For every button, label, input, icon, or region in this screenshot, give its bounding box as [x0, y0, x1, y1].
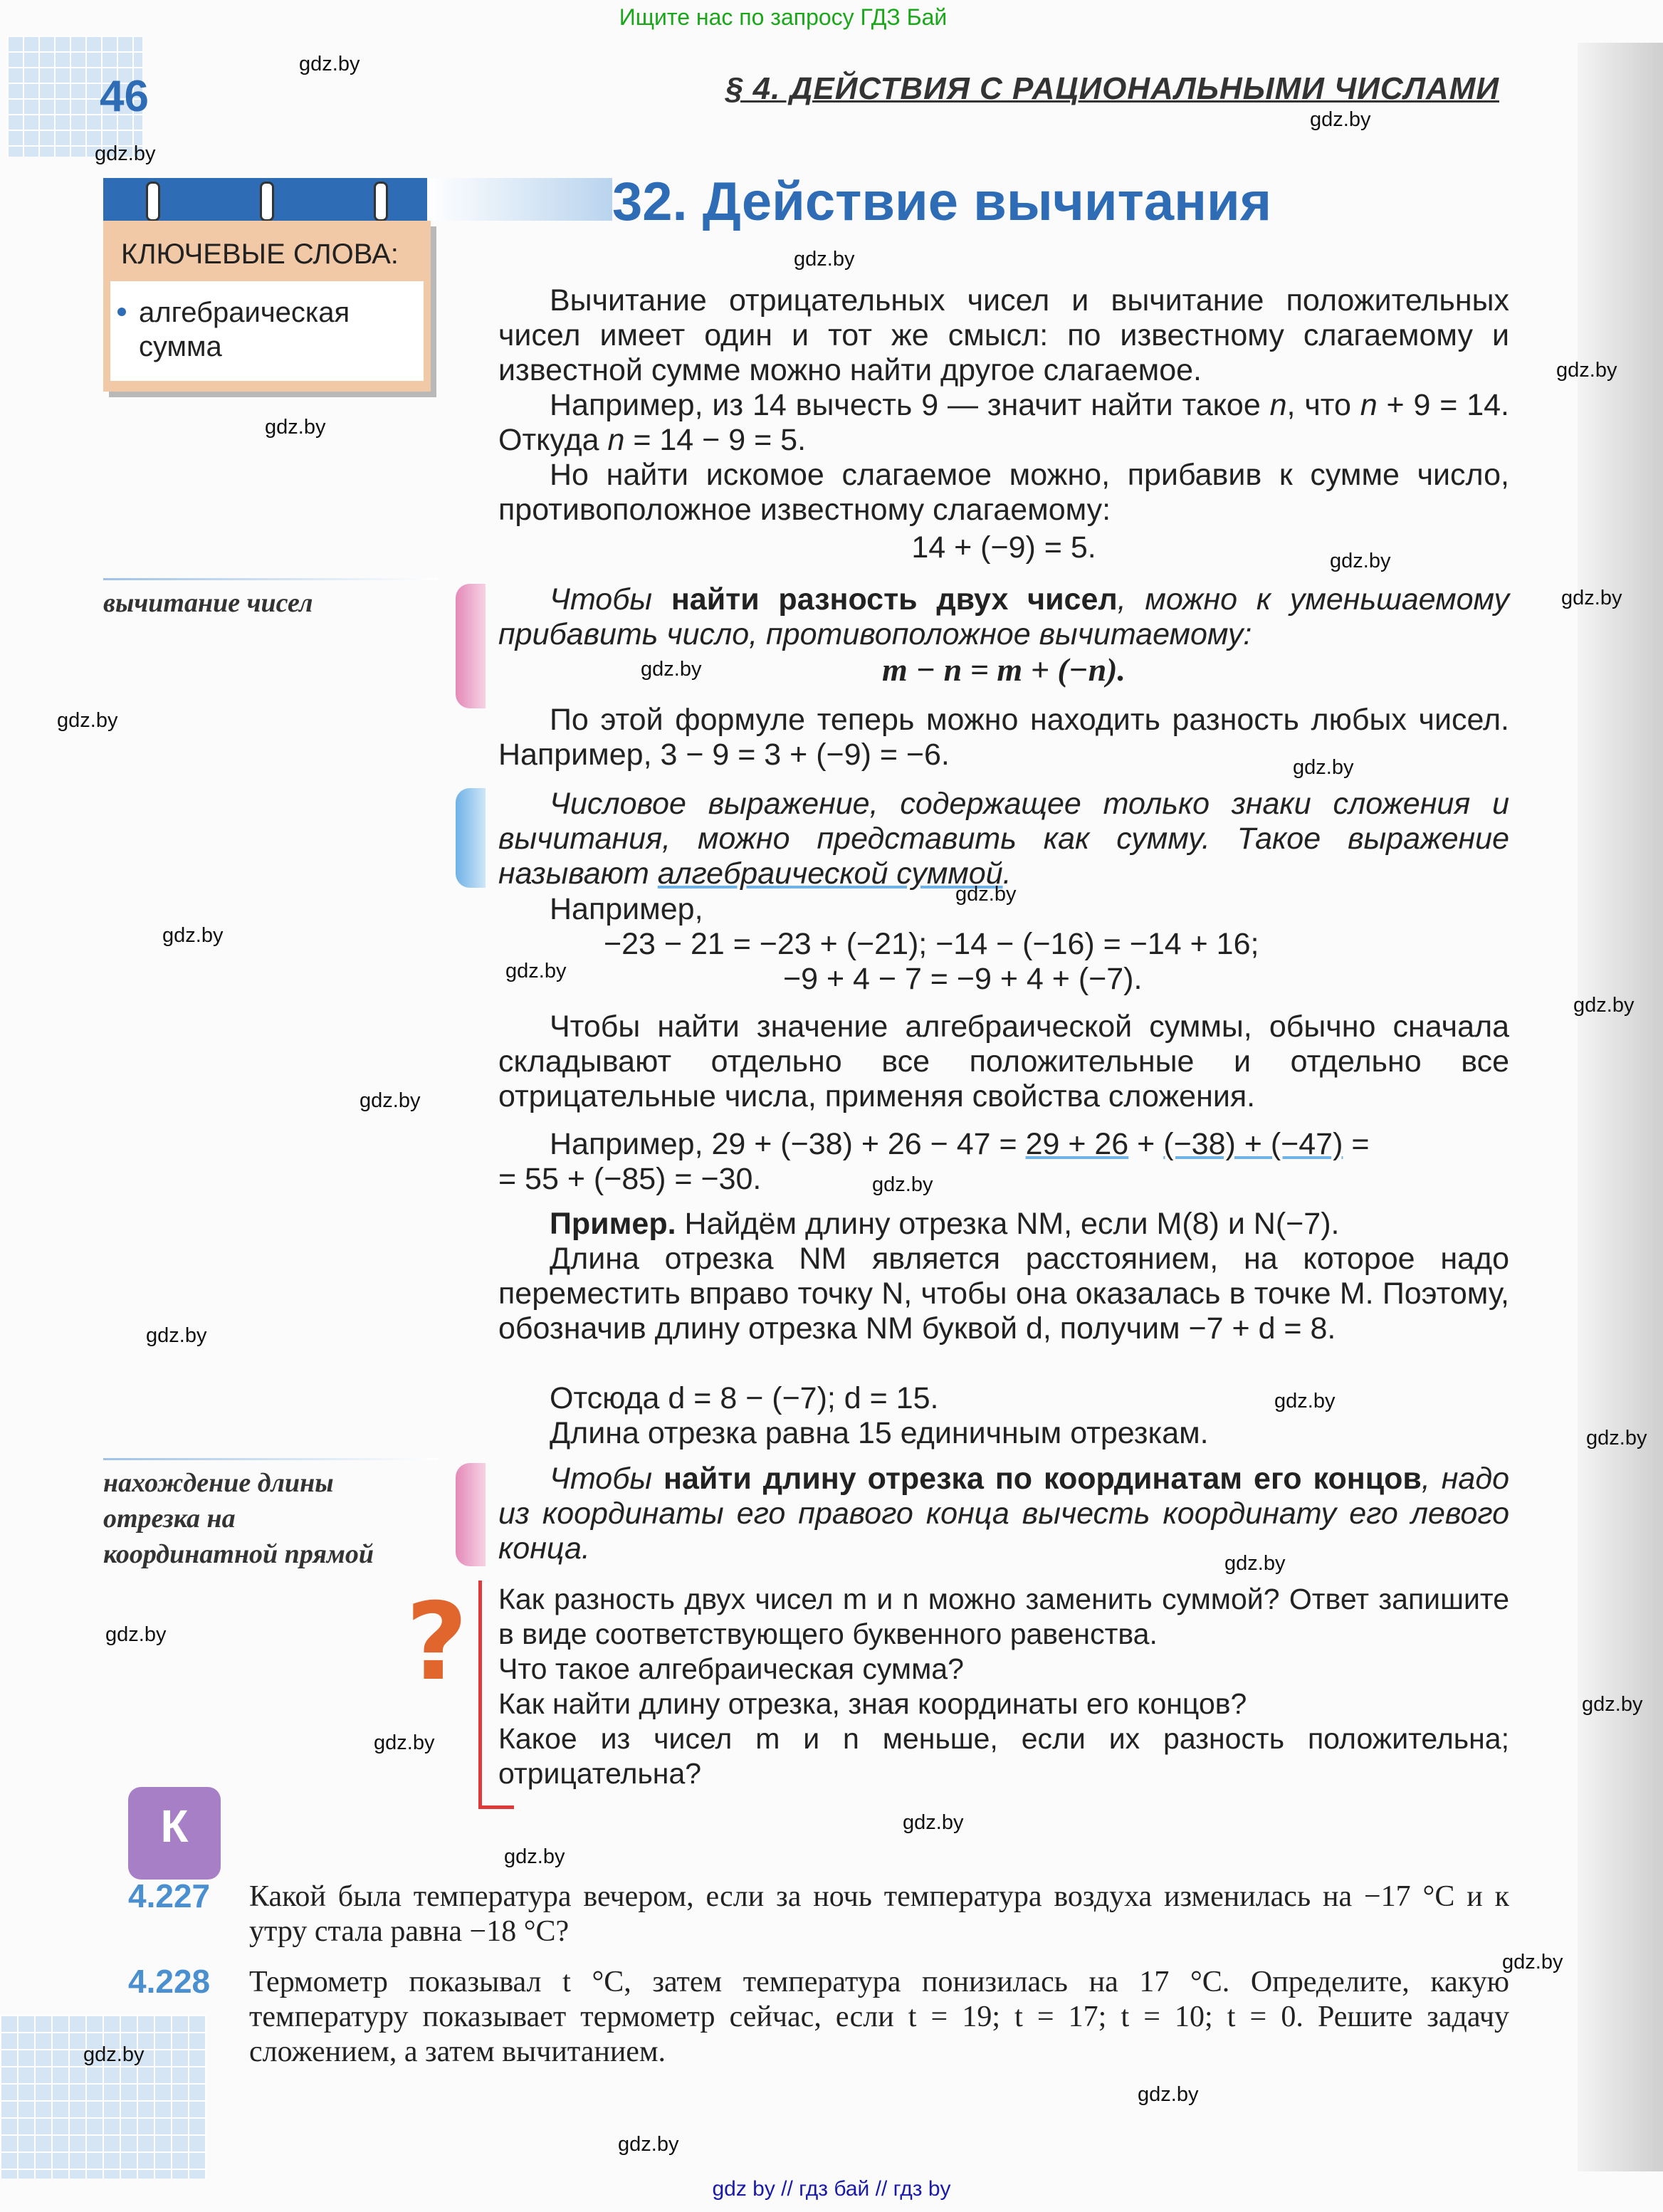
- section-header: § 4. ДЕЙСТВИЯ С РАЦИОНАЛЬНЫМИ ЧИСЛАМИ: [725, 71, 1499, 106]
- rule-subtraction: Чтобы найти разность двух чисел, можно к уменьшаемому прибавить число, противоположное вычитаемому:: [498, 582, 1510, 651]
- question-item: Что такое алгебраическая сумма?: [498, 1652, 964, 1685]
- watermark: gdz.by: [618, 2133, 679, 2156]
- watermark: gdz.by: [1582, 1693, 1643, 1716]
- rule-bracket: [456, 584, 486, 708]
- watermark: gdz.by: [504, 1845, 565, 1868]
- margin-divider: [103, 1458, 438, 1460]
- binder-ring-icon: [374, 182, 388, 221]
- watermark: gdz.by: [1310, 108, 1371, 131]
- equation: −23 − 21 = −23 + (−21); −14 − (−16) = −14 + 16;: [604, 927, 1259, 961]
- question-item: Какое из чисел m и n меньше, если их разность положительна; отрицательна?: [498, 1722, 1509, 1790]
- title-band-decoration: [427, 178, 612, 221]
- question-item: Как найти длину отрезка, зная координаты его концов?: [498, 1687, 1247, 1720]
- paragraph: Например,: [550, 892, 703, 926]
- watermark: gdz.by: [1330, 550, 1391, 572]
- questions-rule: [478, 1805, 514, 1809]
- watermark: gdz.by: [505, 960, 567, 982]
- watermark: gdz.by: [360, 1089, 421, 1112]
- questions-rule: [478, 1581, 482, 1808]
- watermark: gdz.by: [1573, 994, 1635, 1017]
- margin-term-segment-length: нахождение длины отрезка на координатной прямой: [103, 1468, 374, 1569]
- example-paragraph: Отсюда d = 8 − (−7); d = 15.: [550, 1381, 939, 1415]
- margin-term-subtraction: вычитание чисел: [103, 588, 313, 618]
- rule-bracket: [456, 1463, 486, 1566]
- watermark: gdz.by: [105, 1623, 167, 1646]
- question-mark-icon: ?: [406, 1581, 468, 1704]
- equation: 14 + (−9) = 5.: [911, 530, 1096, 565]
- watermark: gdz.by: [95, 142, 156, 165]
- paragraph: Вычитание отрицательных чисел и вычитание положительных чисел имеет один и тот же смысл: по известному слагаемому и известной сумме можно найти другое слагаемое.: [498, 283, 1509, 387]
- bullet-icon: [117, 308, 126, 316]
- puzzle-k-icon: К: [128, 1787, 221, 1880]
- watermark: gdz.by: [1502, 1951, 1563, 1973]
- paragraph: Например, 29 + (−38) + 26 − 47 = 29 + 26 + (−38) + (−47) =: [550, 1127, 1370, 1161]
- equation: = 55 + (−85) = −30.: [498, 1162, 762, 1196]
- watermark: gdz.by: [83, 2043, 145, 2066]
- keywords-label: КЛЮЧЕВЫЕ СЛОВА:: [121, 239, 399, 270]
- rule-formula: m − n = m + (−n).: [881, 651, 1126, 688]
- watermark: gdz.by: [1561, 587, 1622, 609]
- binder-ring-icon: [260, 182, 274, 221]
- exercise-text: Термометр показывал t °С, затем температура понизилась на 17 °С. Определите, какую температуру показывает термометр сейчас, если t = 19; t = 17; t = 10; t = 0. Решите задачу сложением, а затем вычитанием.: [249, 1966, 1509, 2068]
- watermark: gdz.by: [872, 1173, 933, 1196]
- watermark: gdz.by: [146, 1324, 207, 1347]
- paragraph: Например, из 14 вычесть 9 — значит найти такое n, что n + 9 = 14. Откуда n = 14 − 9 = 5.: [498, 388, 1510, 457]
- rule-segment-length: Чтобы найти длину отрезка по координатам его концов, надо из координаты его правого конца вычесть координату его левого конца.: [498, 1462, 1509, 1566]
- watermark: gdz.by: [162, 924, 224, 947]
- exercise-number: 4.228: [128, 1963, 211, 2000]
- watermark: gdz.by: [374, 1731, 435, 1754]
- watermark: gdz.by: [1556, 359, 1617, 382]
- paragraph: Но найти искомое слагаемое можно, прибавив к сумме число, противоположное известному слагаемому:: [498, 458, 1509, 527]
- watermark: gdz.by: [1224, 1552, 1286, 1575]
- margin-divider: [103, 578, 438, 580]
- watermark: gdz.by: [641, 658, 702, 681]
- watermark: gdz.by: [794, 248, 855, 271]
- watermark: gdz.by: [265, 416, 326, 439]
- watermark: gdz.by: [1586, 1427, 1647, 1450]
- question-item: Как разность двух чисел m и n можно заменить суммой? Ответ запишите в виде соответствующего буквенного равенства.: [498, 1583, 1509, 1650]
- watermark: gdz.by: [1138, 2083, 1199, 2106]
- watermark: gdz.by: [299, 53, 360, 75]
- page-number: 46: [100, 72, 149, 121]
- watermark: gdz.by: [1293, 756, 1354, 779]
- binder-ring-icon: [146, 182, 160, 221]
- definition-algebraic-sum: Числовое выражение, содержащее только знаки сложения и вычитания, можно представить как сумму. Такое выражение называют алгебраической суммой.: [498, 787, 1509, 891]
- watermark: gdz.by: [57, 709, 118, 732]
- keyword-item: алгебраическая сумма: [139, 297, 350, 362]
- example: Пример. Найдём длину отрезка NM, если M(8) и N(−7).: [550, 1207, 1340, 1241]
- equation: −9 + 4 − 7 = −9 + 4 + (−7).: [783, 962, 1143, 996]
- definition-bracket: [456, 788, 486, 888]
- paragraph: Чтобы найти значение алгебраической суммы, обычно сначала складывают отдельно все положительные и отдельно все отрицательные числа, применяя свойства сложения.: [498, 1010, 1509, 1113]
- page-title: 32. Действие вычитания: [612, 172, 1272, 232]
- corner-grid-decoration: [0, 2015, 206, 2179]
- watermark: gdz.by: [903, 1811, 964, 1834]
- paragraph: По этой формуле теперь можно находить разность любых чисел. Например, 3 − 9 = 3 + (−9) = −6.: [498, 703, 1509, 772]
- bottom-links[interactable]: gdz by // гдз бай // гдз by: [712, 2177, 951, 2201]
- top-search-link[interactable]: Ищите нас по запросу ГДЗ Бай: [619, 4, 948, 30]
- example-paragraph: Длина отрезка NM является расстоянием, на которое надо переместить вправо точку N, чтобы она оказалась в точке M. Поэтому, обозначив длину отрезка NM буквой d, получим −7 + d = 8.: [498, 1242, 1509, 1346]
- exercise-text: Какой была температура вечером, если за ночь температура воздуха изменилась на −17 °С и к утру стала равна −18 °С?: [249, 1880, 1509, 1948]
- exercise-number: 4.227: [128, 1877, 211, 1914]
- example-paragraph: Длина отрезка равна 15 единичным отрезкам.: [550, 1416, 1209, 1450]
- watermark: gdz.by: [955, 883, 1017, 906]
- watermark: gdz.by: [1274, 1390, 1336, 1412]
